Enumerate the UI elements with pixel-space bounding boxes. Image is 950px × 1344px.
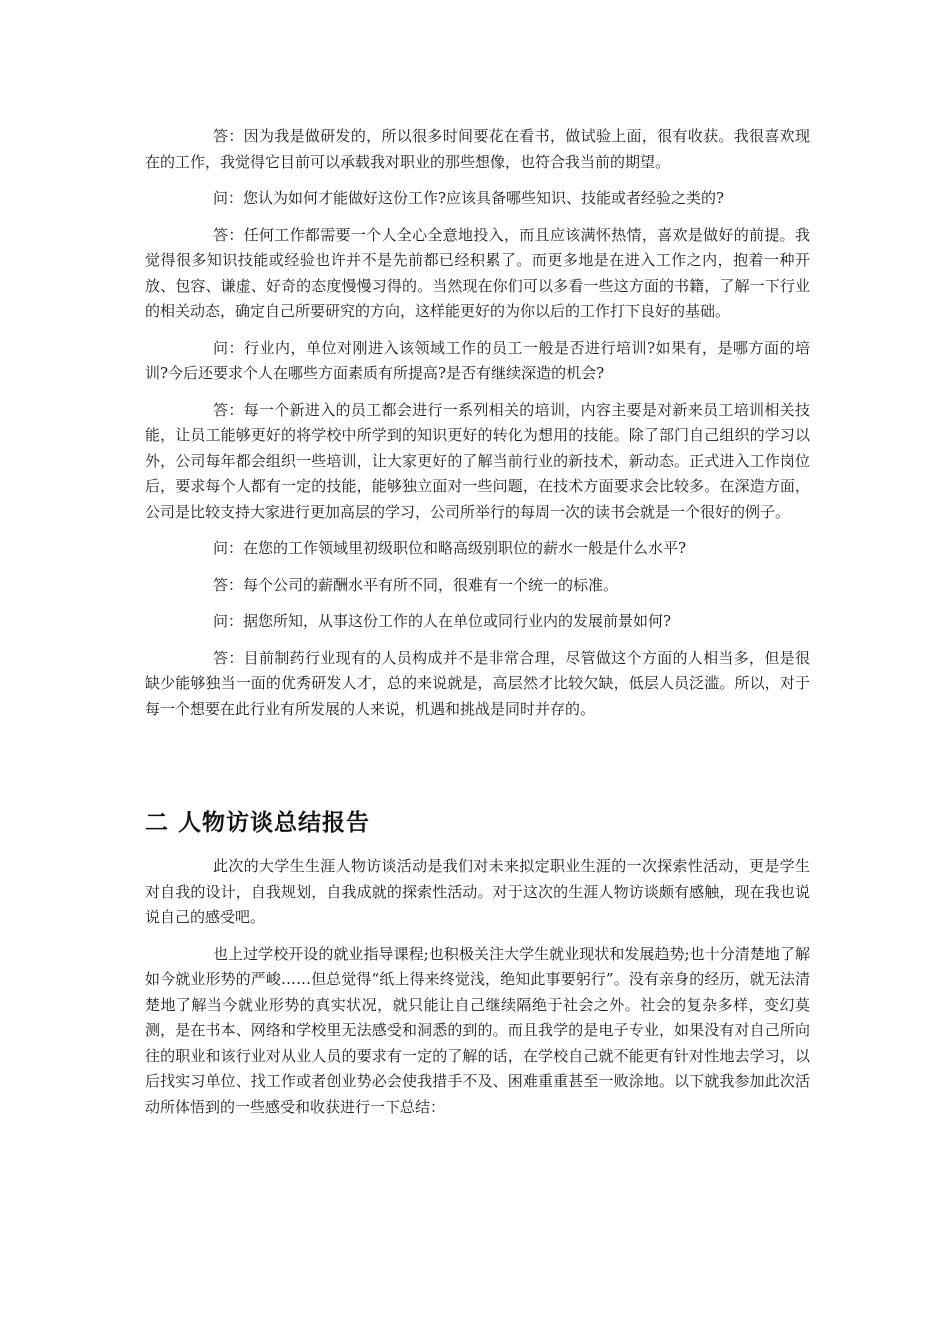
summary-paragraph: 此次的大学生生涯人物访谈活动是我们对未来拟定职业生涯的一次探索性活动，更是学生对自我的设计，自我规划，自我成就的探索性活动。对于这次的生涯人物访谈颇有感触，现在我也说说自己的感受吧。 [145,857,810,926]
interview-answer: 答：每个公司的薪酬水平有所不同，很难有一个统一的标准。 [213,575,619,594]
summary-paragraph: 也上过学校开设的就业指导课程;也积极关注大学生就业现状和发展趋势;也十分清楚地了解如今就业形势的严峻……但总觉得“纸上得来终觉浅，绝知此事要躬行”。没有亲身的经历，就无法清楚地了解当今就业形势的真实状况，就只能让自己继续隔绝于社会之外。社会的复杂多样，变幻莫测，是在书本、网络和学校里无法感受和洞悉的到的。而且我学的是电子专业，如果没有对自己所向往的职业和该行业对从业人员的要求有一定的了解的话，在学校自己就不能更有针对性地去学习，以后找实习单位、找工作或者创业势必会使我措手不及、困难重重甚至一败涂地。以下就我参加此次活动所体悟到的一些感受和收获进行一下总结： [145,944,810,1116]
interview-answer: 答：任何工作都需要一个人全心全意地投入，而且应该满怀热情，喜欢是做好的前提。我觉得很多知识技能或经验也许并不是先前都已经积累了。而更多地是在进入工作之内，抱着一种开放、包容、谦虚、好奇的态度慢慢习得的。当然现在你们可以多看一些这方面的书籍，了解一下行业的相关动态，确定自己所要研究的方向，这样能更好的为你以后的工作打下良好的基础。 [145,225,810,320]
interview-question: 问：据您所知，从事这份工作的人在单位或同行业内的发展前景如何? [213,612,672,630]
interview-answer: 答：因为我是做研发的，所以很多时间要花在看书，做试验上面，很有收获。我很喜欢现在的工作，我觉得它目前可以承载我对职业的那些想像，也符合我当前的期望。 [145,127,810,171]
interview-question: 问：在您的工作领域里初级职位和略高级别职位的薪水一般是什么水平? [213,539,687,557]
document-body [145,124,810,1131]
interview-answer: 答：每一个新进入的员工都会进行一系列相关的培训，内容主要是对新来员工培训相关技能，让员工能够更好的将学校中所学到的知识更好的转化为想用的技能。除了部门自己组织的学习以外，公司每年都会组织一些培训，让大家更好的了解当前行业的新技术，新动态。正式进入工作岗位后，要求每个人都有一定的技能，能够独立面对一些问题，在技术方面要求会比较多。在深造方面，公司是比较支持大家进行更加高层的学习，公司所举行的每周一次的读书会就是一个很好的例子。 [145,400,810,521]
interview-answer: 答：目前制药行业现有的人员构成并不是非常合理，尽管做这个方面的人相当多，但是很缺少能够独当一面的优秀研发人才，总的来说就是，高层然才比较欠缺，低层人员泛滥。所以，对于每一个想要在此行业有所发展的人来说，机遇和挑战是同时并存的。 [145,648,810,718]
section-heading: 二 人物访谈总结报告 [145,810,371,836]
interview-question: 问：您认为如何才能做好这份工作?应该具备哪些知识、技能或者经验之类的? [213,189,725,207]
interview-question: 问：行业内，单位对刚进入该领域工作的员工一般是否进行培训?如果有，是哪方面的培训?今后还要求个人在哪些方面素质有所提高?是否有继续深造的机会? [145,338,810,382]
